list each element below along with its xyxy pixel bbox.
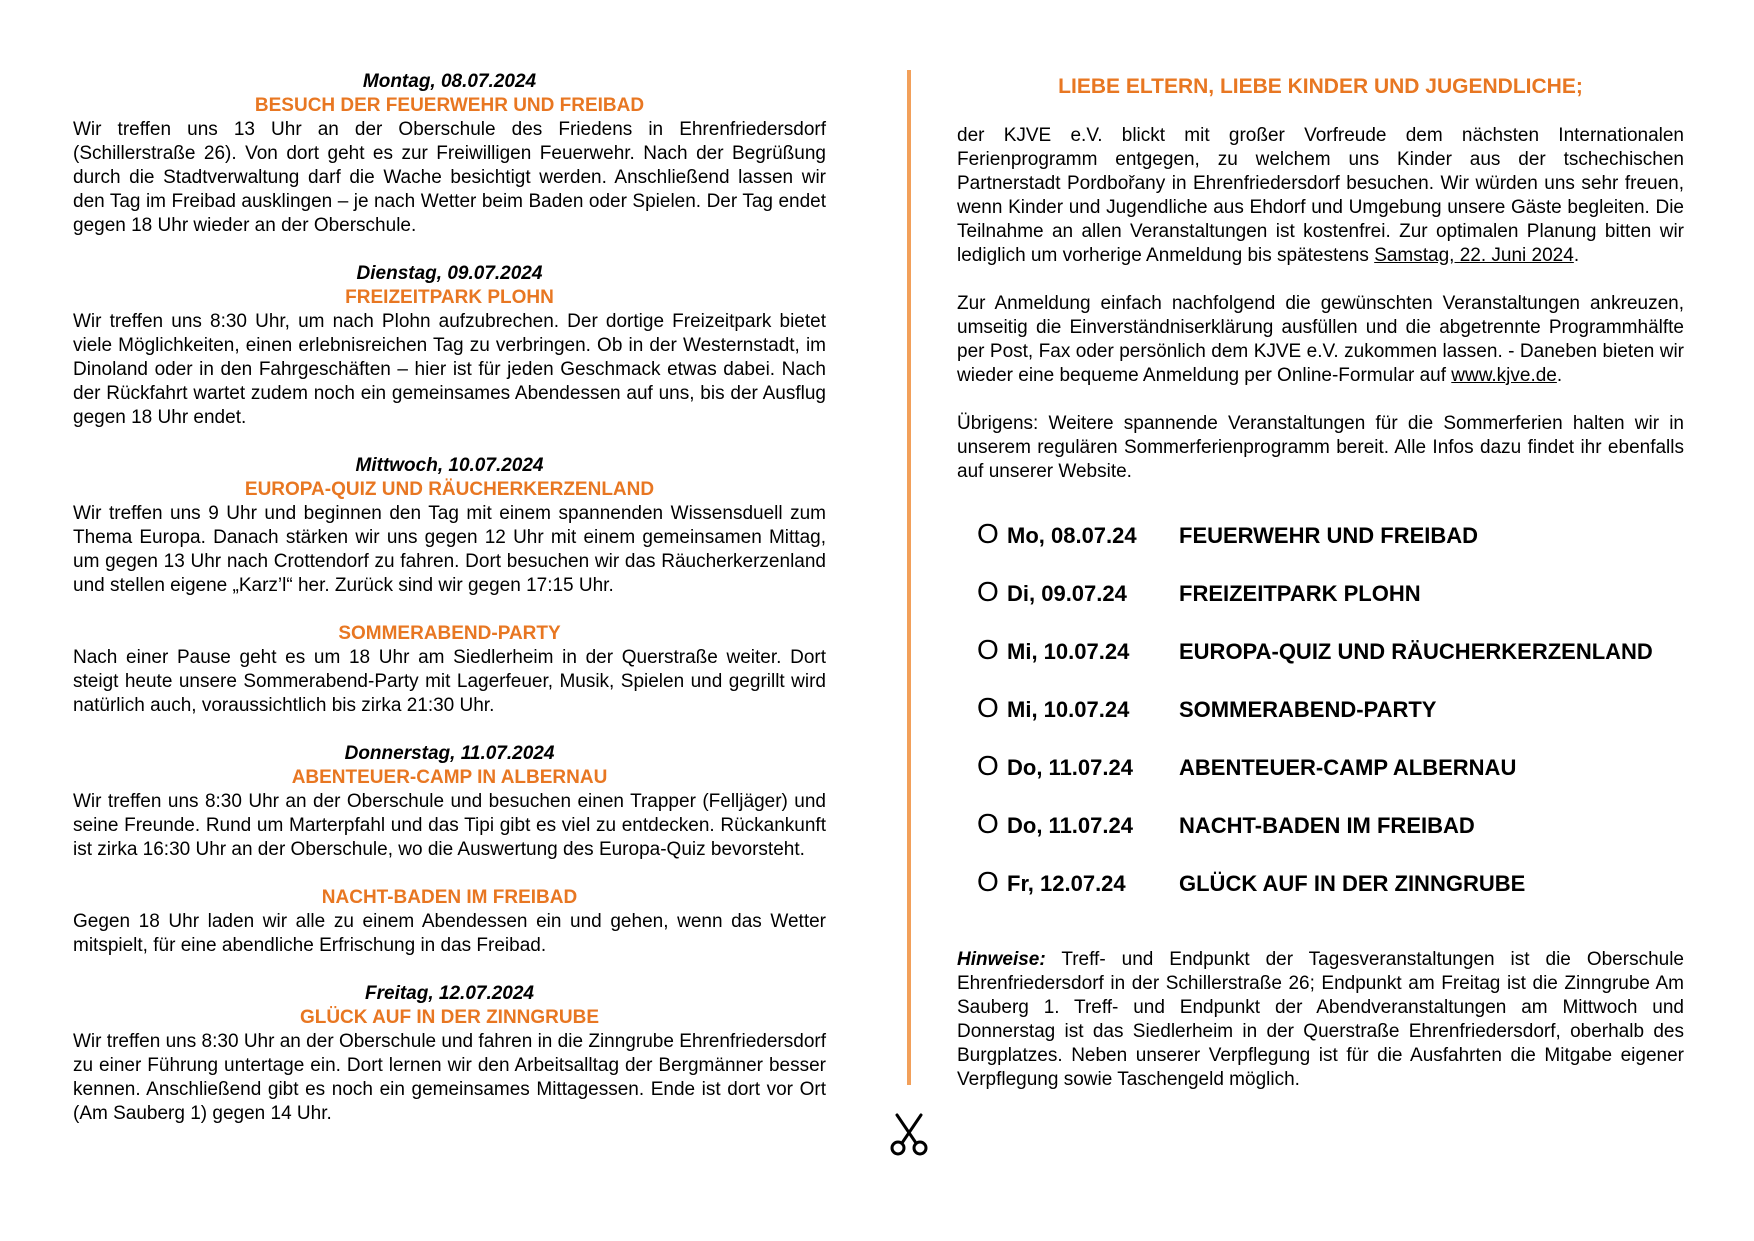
option-name: ABENTEUER-CAMP ALBERNAU xyxy=(1179,755,1517,780)
event-description: Gegen 18 Uhr laden wir alle zu einem Abendessen ein und gehen, wenn das Wetter mitspielt, für eine abendliche Erfrischung in das Freibad. xyxy=(73,911,826,956)
option-name: FREIZEITPARK PLOHN xyxy=(1179,581,1421,606)
event-day: Donnerstag, 11.07.2024 xyxy=(344,743,555,764)
option-date: Fr, 12.07.24 xyxy=(1007,871,1126,896)
scissors-icon xyxy=(889,1112,929,1156)
option-name: FEUERWEHR UND FREIBAD xyxy=(1179,523,1479,548)
option-date: Di, 09.07.24 xyxy=(1007,581,1127,606)
registration-option-3[interactable] xyxy=(977,692,1684,754)
event-title: GLÜCK AUF IN DER ZINNGRUBE xyxy=(299,1007,600,1028)
more-info-paragraph: Übrigens: Weitere spannende Veranstaltungen für die Sommerferien halten wir in unserem regulären Sommerferienprogramm bereit. Alle Infos dazu findet ihr ebenfalls auf unserer Website. xyxy=(957,413,1684,482)
registration-paragraph xyxy=(957,292,1684,388)
option-date: Mo, 08.07.24 xyxy=(1007,523,1137,548)
event-description: Wir treffen uns 13 Uhr an der Oberschule des Friedens in Ehrenfriedersdorf (Schillerstraße 26). Von dort geht es zur Freiwilligen Feuerwehr. Nach der Begrüßung durch die Stadtverwaltung darf die Wache besichtigt werden. Anschließend lassen wir den Tag im Freibad ausklingen – je nach Wetter beim Baden oder Spielen. Der Tag endet gegen 18 Uhr wieder an der Oberschule. xyxy=(73,119,826,236)
event-description: Wir treffen uns 8:30 Uhr an der Oberschule und besuchen einen Trapper (Felljäger) und seine Freunde. Rund um Marterpfahl und das Tipi gibt es viel zu entdecken. Rückankunft ist zirka 16:30 Uhr an der Oberschule, wo die Auswertung des Europa-Quiz bevorsteht. xyxy=(73,791,826,860)
notes-label: Hinweise: xyxy=(957,949,1046,970)
event-description: Nach einer Pause geht es um 18 Uhr am Siedlerheim in der Querstraße weiter. Dort steigt heute unsere Sommerabend-Party mit Lagerfeuer, Musik, Spielen und gegrillt wird natürlich auch, voraussichtlich bis zirka 21:30 Uhr. xyxy=(73,647,826,716)
registration-option-4[interactable] xyxy=(977,750,1684,812)
checkbox-circle[interactable]: O xyxy=(977,692,999,723)
event-day: Freitag, 12.07.2024 xyxy=(365,983,534,1004)
greeting-heading: LIEBE ELTERN, LIEBE KINDER UND JUGENDLICHE; xyxy=(1058,75,1583,98)
notes-paragraph xyxy=(957,948,1684,1092)
event-block-6 xyxy=(73,982,826,1126)
event-title: SOMMERABEND-PARTY xyxy=(338,623,561,644)
event-day: Mittwoch, 10.07.2024 xyxy=(355,455,544,476)
registration-option-6[interactable] xyxy=(977,866,1684,928)
registration-text: Zur Anmeldung einfach nachfolgend die gewünschten Veranstaltungen ankreuzen, umseitig die Einverständniserklärung ausfüllen und die abgetrennte Programmhälfte per Post, Fax oder persönlich dem KJVE e.V. zukommen lassen. - Daneben bieten wir wieder eine bequeme Anmeldung per Online-Formular auf xyxy=(957,293,1684,386)
option-name: EUROPA-QUIZ UND RÄUCHERKERZENLAND xyxy=(1179,639,1653,664)
event-block-5 xyxy=(73,886,826,958)
checkbox-circle[interactable]: O xyxy=(977,576,999,607)
registration-checklist xyxy=(977,518,1684,928)
option-name: NACHT-BADEN IM FREIBAD xyxy=(1179,813,1475,838)
website-link[interactable]: www.kjve.de xyxy=(1451,365,1557,386)
option-date: Do, 11.07.24 xyxy=(1007,813,1133,838)
event-day: Montag, 08.07.2024 xyxy=(362,71,537,92)
deadline-date: Samstag, 22. Juni 2024 xyxy=(1374,245,1574,266)
checkbox-circle[interactable]: O xyxy=(977,518,999,549)
registration-end: . xyxy=(1556,365,1563,386)
event-block-2 xyxy=(73,454,826,598)
cut-line xyxy=(907,70,911,1085)
intro-text: der KJVE e.V. blickt mit großer Vorfreude dem nächsten Internationalen Ferienprogramm entgegen, zu welchem uns Kinder aus der tschechischen Partnerstadt Pordbořany in Ehrenfriedersdorf besuchen. Wir würden uns sehr freuen, wenn Kinder und Jugendliche aus Ehdorf und Umgebung unsere Gäste begleiten. Die Teilnahme an allen Veranstaltungen ist kostenfrei. Zur optimalen Planung bitten wir lediglich um vorherige Anmeldung bis spätestens xyxy=(957,125,1684,266)
event-title: NACHT-BADEN IM FREIBAD xyxy=(321,887,578,908)
checkbox-circle[interactable]: O xyxy=(977,634,999,665)
event-block-1 xyxy=(73,262,826,430)
checkbox-circle[interactable]: O xyxy=(977,750,999,781)
option-name: SOMMERABEND-PARTY xyxy=(1179,697,1437,722)
intro-paragraph xyxy=(957,124,1684,268)
event-title: ABENTEUER-CAMP IN ALBERNAU xyxy=(291,767,608,788)
option-date: Mi, 10.07.24 xyxy=(1007,639,1130,664)
registration-option-5[interactable] xyxy=(977,808,1684,870)
option-date: Do, 11.07.24 xyxy=(1007,755,1133,780)
option-name: GLÜCK AUF IN DER ZINNGRUBE xyxy=(1179,871,1526,896)
event-block-3 xyxy=(73,622,826,718)
program-column xyxy=(73,70,826,1150)
checkbox-circle[interactable]: O xyxy=(977,866,999,897)
event-title: BESUCH DER FEUERWEHR UND FREIBAD xyxy=(254,95,645,116)
notes-text: Treff- und Endpunkt der Tagesveranstaltungen ist die Oberschule Ehrenfriedersdorf in der Schillerstraße 26; Endpunkt am Freitag ist die Zinngrube Am Sauberg 1. Treff- und Endpunkt der Abendveranstaltungen am Mittwoch und Donnerstag ist das Siedlerheim in der Querstraße Ehrenfriedersdorf, oberhalb des Burgplatzes. Neben unserer Verpflegung ist für die Ausfahrten die Mitgabe eigener Verpflegung sowie Taschengeld möglich. xyxy=(957,949,1684,1090)
event-title: EUROPA-QUIZ UND RÄUCHERKERZENLAND xyxy=(244,479,655,500)
registration-option-1[interactable] xyxy=(977,576,1684,638)
event-day: Dienstag, 09.07.2024 xyxy=(356,263,543,284)
registration-option-0[interactable] xyxy=(977,518,1684,580)
event-block-4 xyxy=(73,742,826,862)
event-description: Wir treffen uns 8:30 Uhr, um nach Plohn aufzubrechen. Der dortige Freizeitpark bietet viele Möglichkeiten, einen erlebnisreichen Tag zu verbringen. Ob in der Westernstadt, im Dinoland oder in den Fahrgeschäften – hier ist für jeden Geschmack etwas dabei. Nach der Rückfahrt wartet zudem noch ein gemeinsames Abendessen auf uns, bis der Ausflug gegen 18 Uhr endet. xyxy=(73,311,826,428)
event-title: FREIZEITPARK PLOHN xyxy=(345,287,554,308)
event-block-0 xyxy=(73,70,826,238)
event-description: Wir treffen uns 8:30 Uhr an der Oberschule und fahren in die Zinngrube Ehrenfriedersdorf zu einer Führung untertage ein. Dort lernen wir den Arbeitsalltag der Bergmänner besser kennen. Anschließend gibt es noch ein gemeinsames Mittagessen. Ende ist dort vor Ort (Am Sauberg 1) gegen 14 Uhr. xyxy=(73,1031,826,1124)
intro-end: . xyxy=(1573,245,1580,266)
registration-option-2[interactable] xyxy=(977,634,1684,696)
checkbox-circle[interactable]: O xyxy=(977,808,999,839)
event-description: Wir treffen uns 9 Uhr und beginnen den Tag mit einem spannenden Wissensduell zum Thema Europa. Danach stärken wir uns gegen 12 Uhr mit einem gemeinsamen Mittag, um gegen 13 Uhr nach Crottendorf zu fahren. Dort besuchen wir das Räucherkerzenland und stellen eigene „Karz’l“ her. Zurück sind wir gegen 17:15 Uhr. xyxy=(73,503,826,596)
registration-column xyxy=(957,70,1684,1092)
option-date: Mi, 10.07.24 xyxy=(1007,697,1130,722)
